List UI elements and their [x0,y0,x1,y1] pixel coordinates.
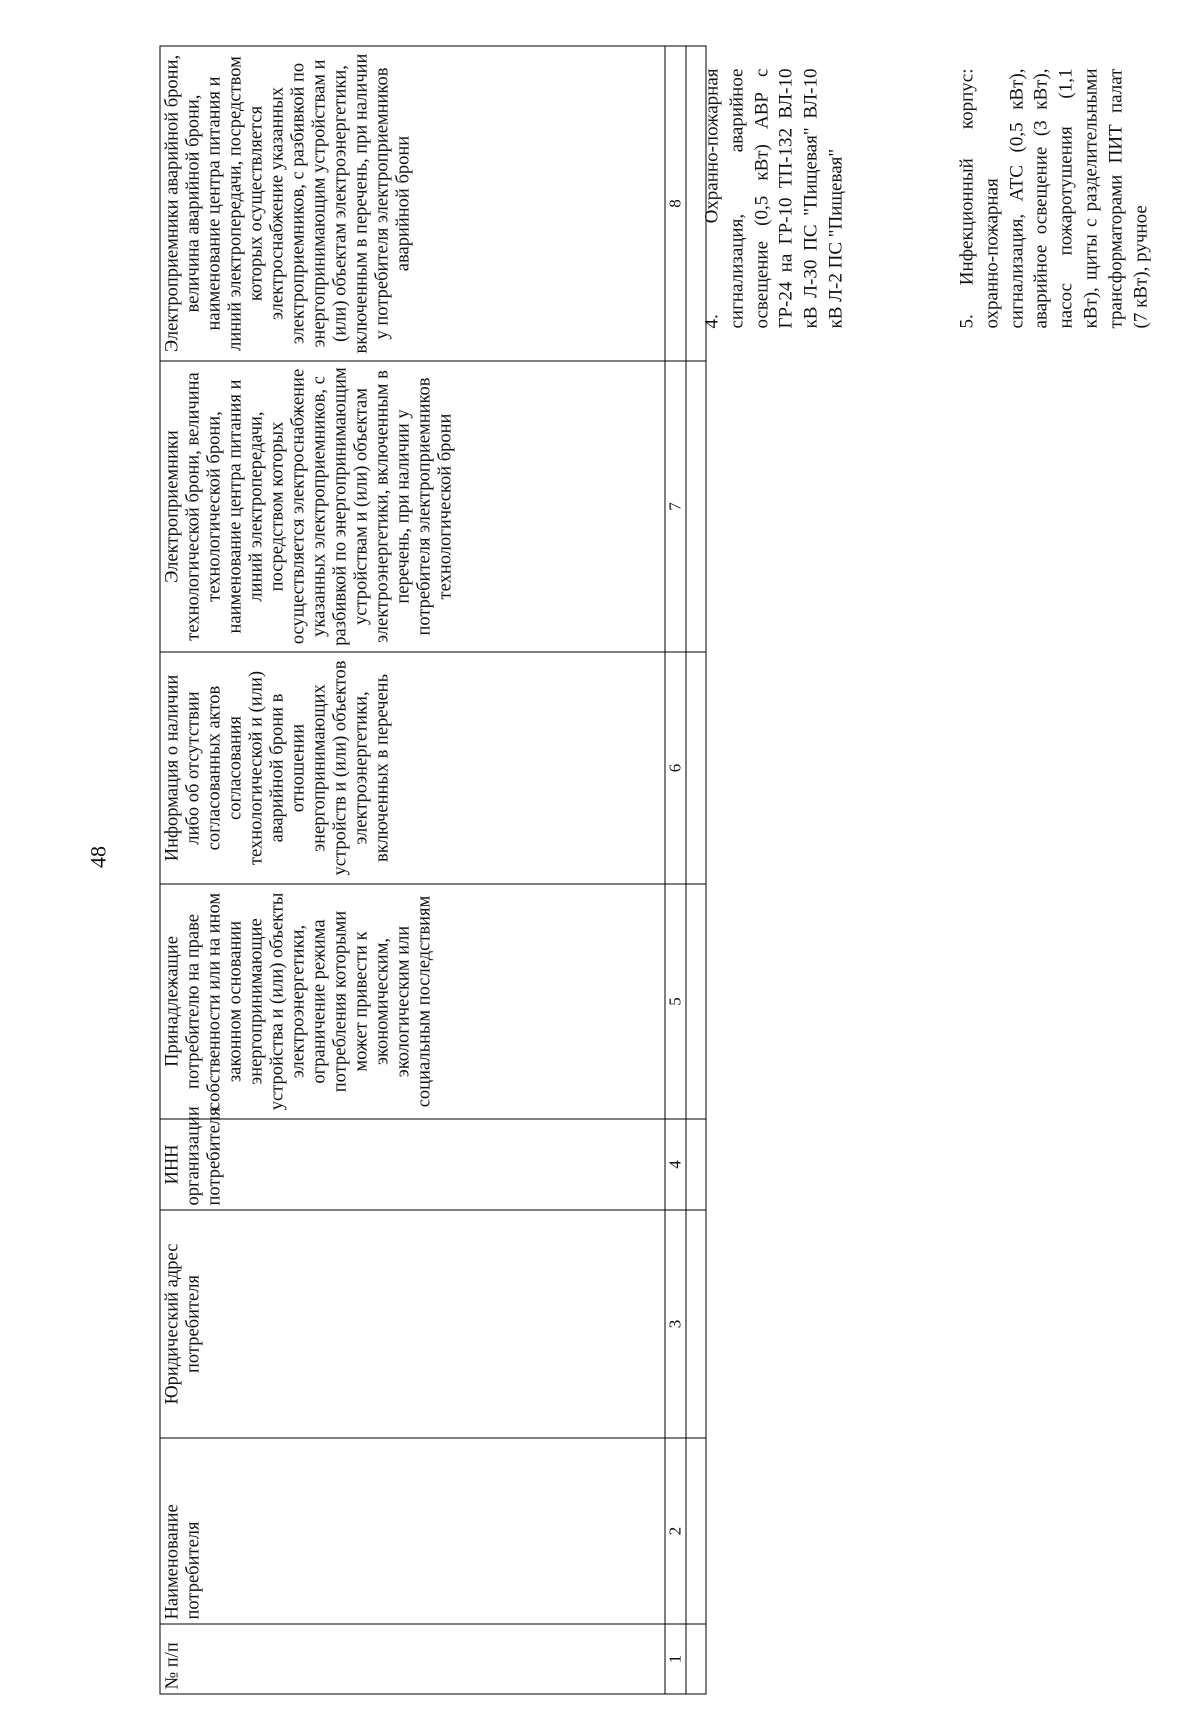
header-cell-acts-info: Информация о наличии либо об отсутствии согласованных актов согласования технологической и (или) аварийной брони в отношении энергопринимающих устройств и (или) объектов электроэнергетики, включенных в перечень [160,652,665,884]
table-cell [686,1438,706,1624]
reservation-table [159,45,706,1694]
header-row [160,46,665,1694]
table-cell [686,361,706,652]
table-cell [686,1624,706,1694]
header-cell-devices: Принадлежащие потребителю на праве собственности или на ином законном основании энергопринимающие устройства и (или) объекты электроэнергетики, ограничение режима потребления которыми может привести к экономическим, экологическим или социальным последствиям [160,884,665,1119]
header-cell-tech-reserve: Электроприемники технологической брони, величина технологической брони, наименование центра питания и линий электропередачи, посредством которых осуществляется электроснабжение указанных электроприемников, с разбивкой по энергопринимающим устройствам и (или) объектам электроэнергетики, включенным в перечень, при наличии у потребителя электроприемников технологической брони [160,361,665,652]
header-cell-inn: ИНН организации потребителя [160,1119,665,1210]
header-cell-emergency-reserve: Электроприемники аварийной брони, величина аварийной брони, наименование центра питания и линий электропередачи, посредством которых осуществляется электроснабжение указанных электроприемников, с разбивкой по энергопринимающим устройствам и (или) объектам электроэнергетики, включенным в перечень, при наличии у потребителя электроприемников аварийной брони [160,46,665,361]
header-cell-number: № п/п [160,1624,665,1694]
table-cell [686,1210,706,1438]
column-number: 1 [665,1624,686,1694]
page-number: 48 [85,845,110,868]
note-item-4: 4. Охранно-пожарная сигнализация, аварийное освещение (0,5 кВт) АВР с ГР-24 на ГР-10 ТП-132 ВЛ-10 кВ Л-30 ПС "Пищевая" ВЛ-10 кВ Л-2 ПС "Пищевая" [701,68,846,328]
table-cell [686,884,706,1119]
header-cell-consumer-name: Наименование потребителя [160,1438,665,1624]
column-number: 8 [665,46,686,361]
column-number: 2 [665,1438,686,1624]
column-number: 4 [665,1119,686,1210]
column-number: 6 [665,652,686,884]
column-number: 7 [665,361,686,652]
table-cell [686,652,706,884]
column-number: 5 [665,884,686,1119]
table-cell [686,1119,706,1210]
column-number: 3 [665,1210,686,1438]
note-item-5: 5. Инфекционный корпус: охранно-пожарная сигнализация, АТС (0,5 кВт), аварийное освещение (3 кВт), насос пожаротушения (1,1 кВт), щиты с разделительными трансформаторами ПИТ палат (7 кВт), ручное [956,68,1151,328]
header-cell-legal-address: Юридический адрес потребителя [160,1210,665,1438]
column-number-row [665,46,686,1694]
